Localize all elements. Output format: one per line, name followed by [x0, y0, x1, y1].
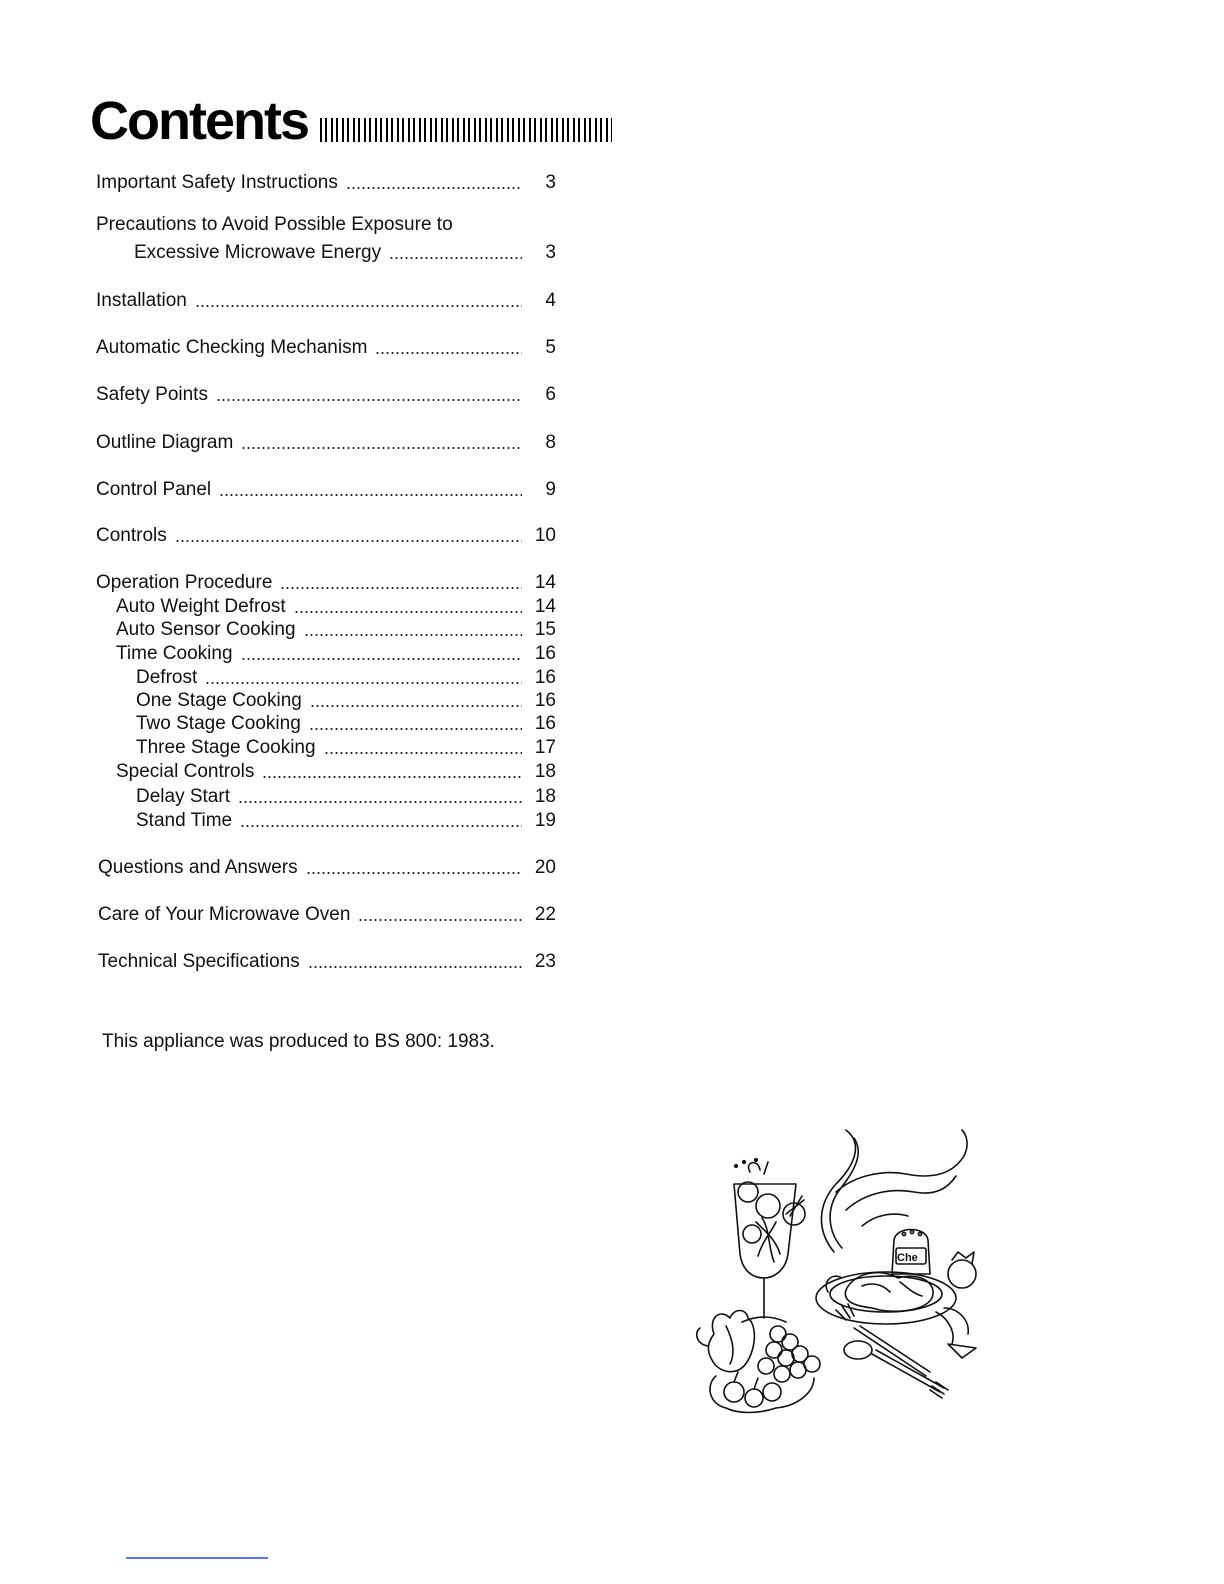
page-title: Contents [90, 91, 308, 151]
page-title-row [90, 78, 612, 151]
toc-entry[interactable] [136, 782, 556, 806]
toc-entry[interactable] [136, 733, 556, 757]
toc-entry-page: 8 [545, 432, 556, 453]
toc-leader-dots [205, 682, 522, 684]
toc-entry[interactable] [116, 615, 556, 639]
toc-entry-page: 3 [545, 242, 556, 263]
toc-entry[interactable] [98, 900, 556, 924]
toc-entry-label: Operation Procedure [96, 572, 273, 593]
toc-leader-dots [216, 399, 522, 401]
toc-leader-dots [240, 825, 522, 827]
toc-entry-page: 6 [545, 384, 556, 405]
toc-entry-label: Stand Time [136, 810, 233, 831]
toc-leader-dots [175, 540, 522, 542]
toc-leader-dots [294, 611, 522, 613]
toc-entry-label: Installation [96, 290, 187, 311]
toc-entry[interactable] [96, 428, 556, 452]
toc-entry[interactable] [96, 568, 556, 592]
toc-entry-page: 14 [534, 572, 556, 593]
toc-entry-label: Delay Start [136, 786, 230, 807]
toc-leader-dots [358, 919, 522, 921]
toc-entry-label: Care of Your Microwave Oven [98, 904, 351, 925]
toc-entry-page: 9 [545, 479, 556, 500]
toc-leader-dots [241, 658, 522, 660]
toc-leader-dots [308, 966, 522, 968]
toc-entry-page: 15 [534, 619, 556, 640]
toc-entry-page: 17 [534, 737, 556, 758]
toc-entry-label: Special Controls [116, 761, 255, 782]
toc-entry[interactable] [96, 168, 556, 192]
toc-entry[interactable] [98, 947, 556, 971]
toc-entry-page: 4 [545, 290, 556, 311]
toc-entry[interactable] [96, 521, 556, 545]
toc-entry-label: Outline Diagram [96, 432, 234, 453]
toc-leader-dots [324, 752, 522, 754]
title-decoration-bars [320, 118, 612, 142]
toc-entry[interactable] [136, 663, 556, 687]
food-illustration [686, 1122, 996, 1422]
toc-entry[interactable] [136, 709, 556, 733]
toc-entry-label: Automatic Checking Mechanism [96, 337, 368, 358]
toc-entry[interactable] [96, 380, 556, 404]
toc-entry-label: Excessive Microwave Energy [134, 242, 382, 263]
toc-entry[interactable] [96, 475, 556, 499]
toc-entry-label: Technical Specifications [98, 951, 300, 972]
bottom-divider [126, 1557, 268, 1559]
toc-entry[interactable] [98, 853, 556, 877]
toc-entry[interactable] [96, 333, 556, 357]
standard-footnote: This appliance was produced to BS 800: 1983. [102, 1031, 495, 1052]
toc-entry-page: 16 [534, 643, 556, 664]
toc-leader-dots [310, 705, 522, 707]
toc-entry-page: 3 [545, 172, 556, 193]
toc-entry[interactable] [116, 639, 556, 663]
toc-entry-label: Auto Weight Defrost [116, 596, 286, 617]
toc-entry-page: 18 [534, 761, 556, 782]
toc-entry-label: One Stage Cooking [136, 690, 302, 711]
toc-entry-label: Three Stage Cooking [136, 737, 316, 758]
toc-leader-dots [304, 634, 522, 636]
toc-entry-label: Important Safety Instructions [96, 172, 338, 193]
toc-entry-label-line1[interactable]: Precautions to Avoid Possible Exposure to [96, 214, 453, 235]
toc-entry-label: Control Panel [96, 479, 212, 500]
toc-entry[interactable] [134, 238, 556, 262]
toc-entry-page: 22 [534, 904, 556, 925]
toc-entry-label: Safety Points [96, 384, 208, 405]
toc-entry-page: 19 [534, 810, 556, 831]
toc-leader-dots [375, 352, 522, 354]
toc-entry[interactable] [116, 592, 556, 616]
toc-entry-page: 16 [534, 667, 556, 688]
toc-entry-label: Time Cooking [116, 643, 233, 664]
toc-entry[interactable] [136, 686, 556, 710]
toc-entry-label: Controls [96, 525, 167, 546]
toc-leader-dots [346, 187, 522, 189]
toc-entry-page: 16 [534, 690, 556, 711]
toc-entry-page: 5 [545, 337, 556, 358]
toc-entry-page: 23 [534, 951, 556, 972]
toc-leader-dots [280, 587, 522, 589]
toc-leader-dots [195, 305, 522, 307]
toc-entry-page: 20 [534, 857, 556, 878]
toc-entry-label: Auto Sensor Cooking [116, 619, 296, 640]
toc-entry-page: 14 [534, 596, 556, 617]
toc-leader-dots [309, 728, 522, 730]
toc-entry[interactable] [136, 806, 556, 830]
toc-entry-page: 16 [534, 713, 556, 734]
toc-leader-dots [241, 447, 522, 449]
toc-leader-dots [306, 872, 522, 874]
toc-leader-dots [389, 257, 522, 259]
shaker-label: Che [897, 1252, 918, 1264]
toc-entry[interactable] [96, 286, 556, 310]
toc-entry-label: Questions and Answers [98, 857, 298, 878]
toc-leader-dots [219, 494, 522, 496]
toc-entry[interactable] [116, 757, 556, 781]
toc-entry-label: Two Stage Cooking [136, 713, 301, 734]
toc-entry-page: 18 [534, 786, 556, 807]
toc-entry-page: 10 [534, 525, 556, 546]
toc-entry-label: Defrost [136, 667, 198, 688]
toc-leader-dots [262, 776, 522, 778]
toc-leader-dots [238, 801, 522, 803]
